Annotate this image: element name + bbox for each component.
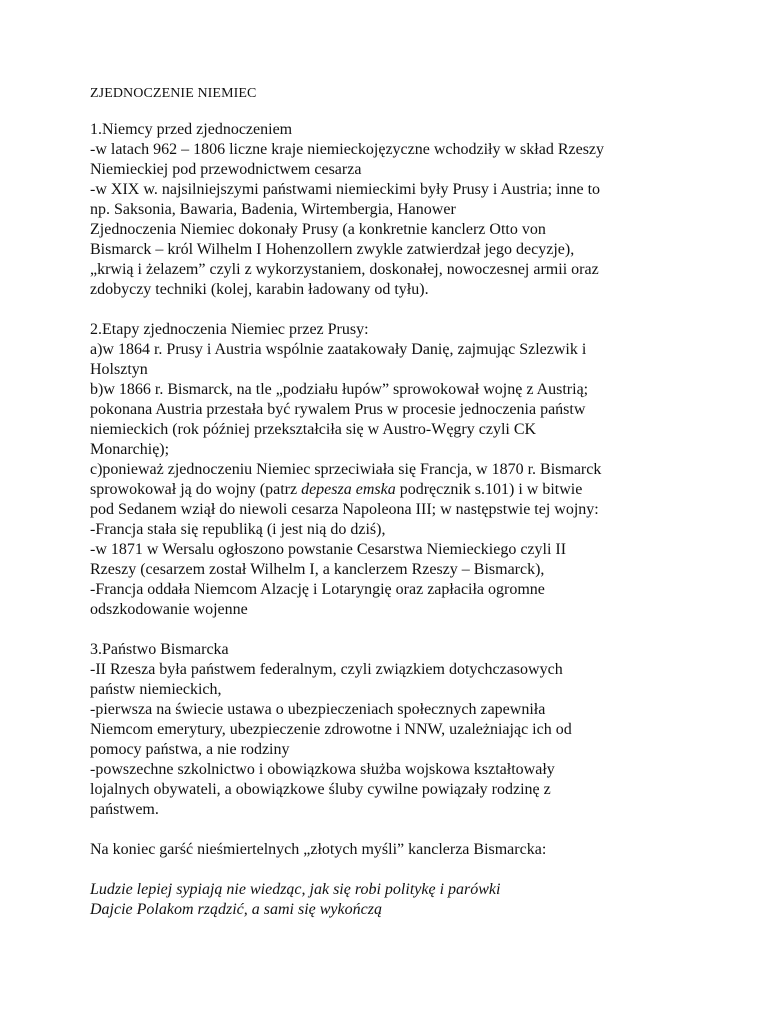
document-page bbox=[90, 84, 730, 920]
section-2-line-with-term bbox=[90, 480, 730, 500]
section-1-heading: 1.Niemcy przed zjednoczeniem bbox=[90, 121, 293, 138]
depesza-emska-term: depesza emska bbox=[301, 481, 396, 498]
section-2-line: Holsztyn bbox=[90, 361, 148, 378]
section-3-line: -II Rzesza była państwem federalnym, czyli związkiem dotychczasowych bbox=[90, 661, 563, 678]
section-1-line: -w XIX w. najsilniejszymi państwami niemieckimi były Prusy i Austria; inne to bbox=[90, 181, 601, 198]
section-3-line: -pierwsza na świecie ustawa o ubezpieczeniach społecznych zapewniła bbox=[90, 701, 546, 718]
section-2-line: pokonana Austria przestała być rywalem Prus w procesie jednoczenia państw bbox=[90, 401, 586, 418]
section-3-line: -powszechne szkolnictwo i obowiązkowa służba wojskowa kształtowały bbox=[90, 761, 555, 778]
section-2-line: -w 1871 w Wersalu ogłoszono powstanie Cesarstwa Niemieckiego czyli II bbox=[90, 541, 567, 558]
section-2-line: c)ponieważ zjednoczeniu Niemiec sprzeciwiała się Francja, w 1870 r. Bismarck bbox=[90, 461, 602, 478]
section-2-line: -Francja stała się republiką (i jest nią do dziś), bbox=[90, 521, 386, 538]
section-3-line: państw niemieckich, bbox=[90, 681, 222, 698]
section-3-line: Niemcom emerytury, ubezpieczenie zdrowotne i NNW, uzależniając ich od bbox=[90, 721, 572, 738]
section-2-line: a)w 1864 r. Prusy i Austria wspólnie zaatakowały Danię, zajmując Szlezwik i bbox=[90, 341, 587, 358]
section-1-line: zdobyczy techniki (kolej, karabin ładowany od tyłu). bbox=[90, 281, 429, 298]
section-1-line: Niemieckiej pod przewodnictwem cesarza bbox=[90, 161, 362, 178]
closing-section bbox=[90, 840, 730, 920]
section-2-line: pod Sedanem wziął do niewoli cesarza Napoleona III; w następstwie tej wojny: bbox=[90, 501, 599, 518]
section-2-line: b)w 1866 r. Bismarck, na tle „podziału łupów” sprowokował wojnę z Austrią; bbox=[90, 381, 589, 398]
section-1-line: „krwią i żelazem” czyli z wykorzystaniem, doskonałej, nowoczesnej armii oraz bbox=[90, 261, 599, 278]
section-2 bbox=[90, 320, 730, 620]
section-3-line: pomocy państwa, a nie rodziny bbox=[90, 741, 290, 758]
section-2-line: niemieckich (rok później przekształciła się w Austro-Węgry czyli CK bbox=[90, 421, 537, 438]
section-3 bbox=[90, 640, 730, 820]
section-1-line: Bismarck – król Wilhelm I Hohenzollern zwykle zatwierdzał jego decyzje), bbox=[90, 241, 575, 258]
section-1-line: np. Saksonia, Bawaria, Badenia, Wirtembergia, Hanower bbox=[90, 201, 456, 218]
closing-intro: Na koniec garść nieśmiertelnych „złotych myśli” kanclerza Bismarcka: bbox=[90, 841, 547, 858]
section-2-line: Monarchię); bbox=[90, 441, 170, 458]
section-2-heading: 2.Etapy zjednoczenia Niemiec przez Prusy: bbox=[90, 321, 369, 338]
bismarck-quote: Ludzie lepiej sypiają nie wiedząc, jak się robi politykę i parówki bbox=[90, 881, 501, 898]
section-1-line: -w latach 962 – 1806 liczne kraje niemieckojęzyczne wchodziły w skład Rzeszy bbox=[90, 141, 605, 158]
section-2-line: Rzeszy (cesarzem został Wilhelm I, a kanclerzem Rzeszy – Bismarck), bbox=[90, 561, 545, 578]
section-1-line: Zjednoczenia Niemiec dokonały Prusy (a konkretnie kanclerz Otto von bbox=[90, 221, 546, 238]
paragraph-gap bbox=[90, 860, 730, 880]
section-1 bbox=[90, 120, 730, 300]
paragraph-gap bbox=[90, 820, 730, 840]
paragraph-gap bbox=[90, 620, 730, 640]
bismarck-quote: Dajcie Polakom rządzić, a sami się wykończą bbox=[90, 901, 382, 918]
document-title: ZJEDNOCZENIE NIEMIEC bbox=[90, 86, 257, 101]
paragraph-gap bbox=[90, 300, 730, 320]
section-3-line: państwem. bbox=[90, 801, 159, 818]
section-2-line: odszkodowanie wojenne bbox=[90, 601, 248, 618]
line-text: sprowokował ją do wojny (patrz bbox=[90, 481, 302, 498]
section-3-line: lojalnych obywateli, a obowiązkowe śluby cywilne powiązały rodzinę z bbox=[90, 781, 551, 798]
section-3-heading: 3.Państwo Bismarcka bbox=[90, 641, 229, 658]
section-2-line: -Francja oddała Niemcom Alzację i Lotaryngię oraz zapłaciła ogromne bbox=[90, 581, 545, 598]
line-text: podręcznik s.101) i w bitwie bbox=[395, 481, 583, 498]
